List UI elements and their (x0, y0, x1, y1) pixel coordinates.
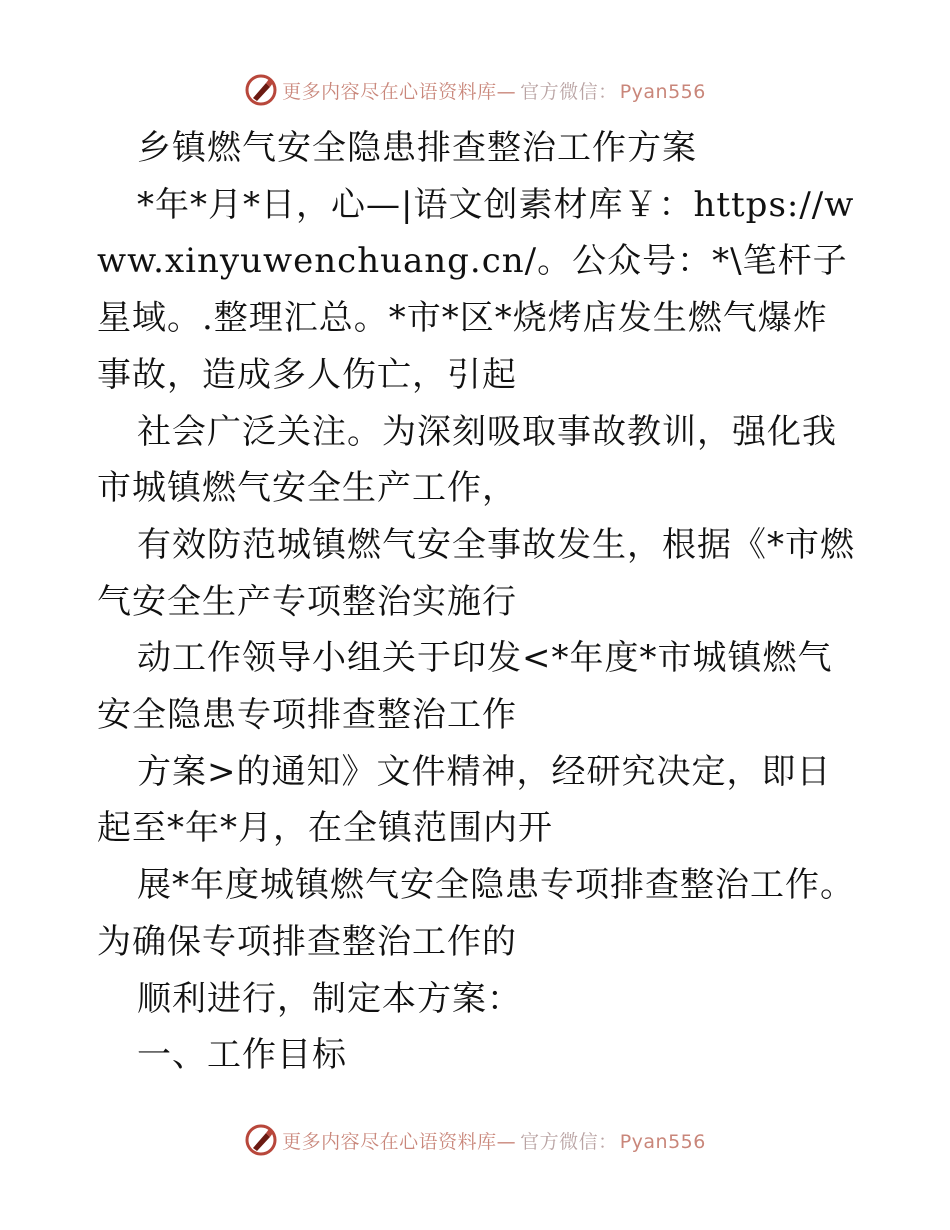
paragraph: 方案>的通知》文件精神，经研究决定，即日起至*年*月，在全镇范围内开 (97, 751, 832, 849)
banner-text (282, 1127, 706, 1154)
pen-seal-logo-icon (244, 1123, 278, 1157)
document-body (97, 120, 857, 1084)
paragraph: 顺利进行，制定本方案： (137, 978, 522, 1019)
banner-main-text: 更多内容尽在心语资料库— (282, 1130, 517, 1153)
paragraph: *年*月*日，心—|语文创素材库￥：https://www.xinyuwenchuang.cn/。公众号：*\笔杆子星域。.整理汇总。*市*区*烧烤店发生燃气爆炸事故，造成多人伤亡，引起 (97, 184, 855, 395)
paragraph: 展*年度城镇燃气安全隐患专项排查整治工作。为确保专项排查整治工作的 (97, 865, 855, 962)
banner-main-text: 更多内容尽在心语资料库— (282, 80, 517, 103)
document-title: 乡镇燃气安全隐患排查整治工作方案 (137, 128, 697, 168)
banner-wechat-id: Pyan556 (619, 80, 706, 103)
banner-text (282, 77, 706, 104)
banner-wechat-id: Pyan556 (619, 1130, 706, 1153)
section-heading: 一、工作目标 (137, 1035, 347, 1076)
paragraph: 有效防范城镇燃气安全事故发生，根据《*市燃气安全生产专项整治实施行 (97, 524, 855, 622)
header-banner (0, 70, 950, 110)
footer-banner (0, 1120, 950, 1160)
paragraph: 社会广泛关注。为深刻吸取事故教训，强化我市城镇燃气安全生产工作， (97, 411, 837, 509)
banner-wechat-label: 官方微信： (520, 80, 618, 103)
pen-seal-logo-icon (244, 73, 278, 107)
paragraph: 动工作领导小组关于印发<*年度*市城镇燃气安全隐患专项排查整治工作 (97, 638, 833, 736)
banner-wechat-label: 官方微信： (520, 1130, 618, 1153)
